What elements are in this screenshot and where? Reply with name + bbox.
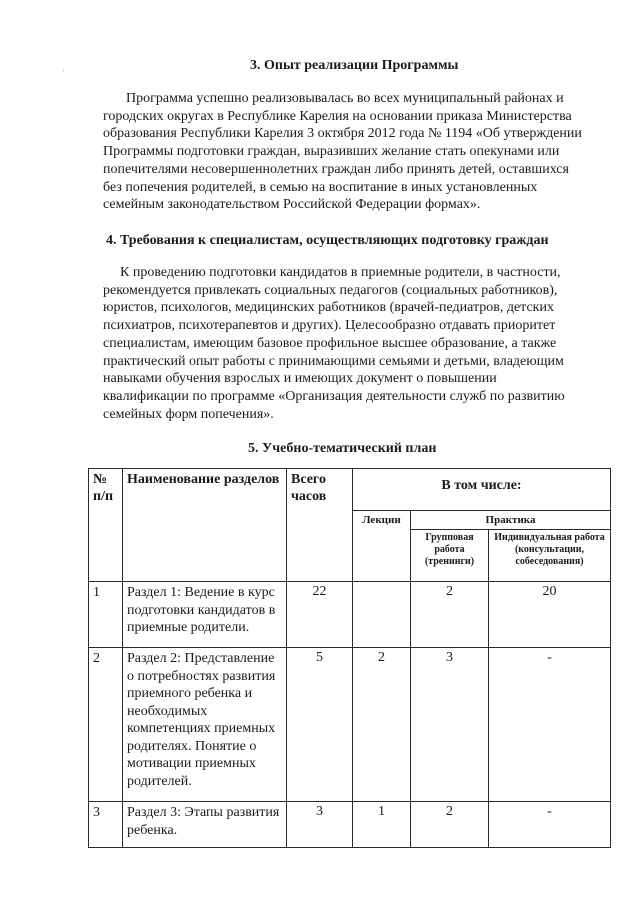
row-total: 3 xyxy=(287,802,353,848)
header-lectures: Лекции xyxy=(353,511,411,582)
row-individual: - xyxy=(489,802,611,848)
row-name: Раздел 2: Представление о потребностях развития приемного ребенка и необходимых компетенциях приемных родителях. Понятие о мотивации приемных родителей. xyxy=(123,648,287,802)
section-3-paragraph xyxy=(103,90,603,214)
row-total: 5 xyxy=(287,648,353,802)
header-total: Всего часов xyxy=(287,469,353,582)
text-line: семейных форм попечения». xyxy=(103,406,274,422)
text-line: Программы подготовки граждан, выразивших желание стать опекунами или xyxy=(103,144,560,160)
row-group: 2 xyxy=(411,582,489,648)
text-line: К проведению подготовки кандидатов в приемные родители, в частности, xyxy=(120,265,561,280)
row-lectures: 1 xyxy=(353,802,411,848)
text-line: квалификации по программе «Организация деятельности служб по развитию xyxy=(103,388,565,404)
table-row xyxy=(89,582,611,648)
section-4-paragraph xyxy=(103,264,603,423)
row-total: 22 xyxy=(287,582,353,648)
text-line: юристов, психологов, медицинских работников (врачей-педиатров, детских xyxy=(103,300,554,316)
text-line: навыками обучения взрослых и имеющих документ о повышении xyxy=(103,371,497,387)
row-individual: - xyxy=(489,648,611,802)
text-line: рекомендуется привлекать социальных педагогов (социальных работников), xyxy=(103,282,558,298)
section-3-heading: 3. Опыт реализации Программы xyxy=(250,58,459,73)
row-group: 2 xyxy=(411,802,489,848)
row-lectures: 2 xyxy=(353,648,411,802)
row-num: 2 xyxy=(89,648,123,802)
row-lectures xyxy=(353,582,411,648)
text-line: психиатров, психотерапевтов и других). Целесообразно отдавать приоритет xyxy=(103,318,556,334)
text-line: специалистам, имеющим базовое профильное высшее образование, а также xyxy=(103,335,557,351)
section-4-heading: 4. Требования к специалистам, осуществляющих подготовку граждан xyxy=(106,233,549,248)
header-num: № п/п xyxy=(89,469,123,582)
header-name: Наименование разделов xyxy=(123,469,287,582)
header-group: Групповая работа (тренинги) xyxy=(411,530,489,582)
row-name: Раздел 1: Ведение в курс подготовки кандидатов в приемные родители. xyxy=(123,582,287,648)
row-individual: 20 xyxy=(489,582,611,648)
text-line: без попечения родителей, в семью на воспитание в иных установленных xyxy=(103,179,538,195)
text-line: образования Республики Карелия 3 октября 2012 года № 1194 «Об утверждении xyxy=(103,126,582,142)
row-num: 3 xyxy=(89,802,123,848)
row-group: 3 xyxy=(411,648,489,802)
text-line: практический опыт работы с принимающими семьями и детьми, владеющим xyxy=(103,353,564,369)
table-row xyxy=(89,648,611,802)
text-line: городских округах в Республике Карелия на основании приказа Министерства xyxy=(103,108,572,124)
curriculum-table xyxy=(88,468,611,848)
scan-mark: ' xyxy=(63,68,65,78)
text-line: Программа успешно реализовывалась во всех муниципальный районах и xyxy=(126,91,564,106)
header-practice: Практика xyxy=(411,511,611,530)
text-line: семейным законодательством Российской Федерации формах». xyxy=(103,197,481,213)
table-heading: 5. Учебно-тематический план xyxy=(248,441,437,456)
text-line: попечителями несовершеннолетних граждан либо принять детей, оставшихся xyxy=(103,161,569,177)
table-row xyxy=(89,802,611,848)
header-individual: Индивидуальная работа (консультации, собеседования) xyxy=(489,530,611,582)
row-num: 1 xyxy=(89,582,123,648)
curriculum-table-wrap xyxy=(88,468,610,848)
row-name: Раздел 3: Этапы развития ребенка. xyxy=(123,802,287,848)
header-including: В том числе: xyxy=(353,469,611,511)
